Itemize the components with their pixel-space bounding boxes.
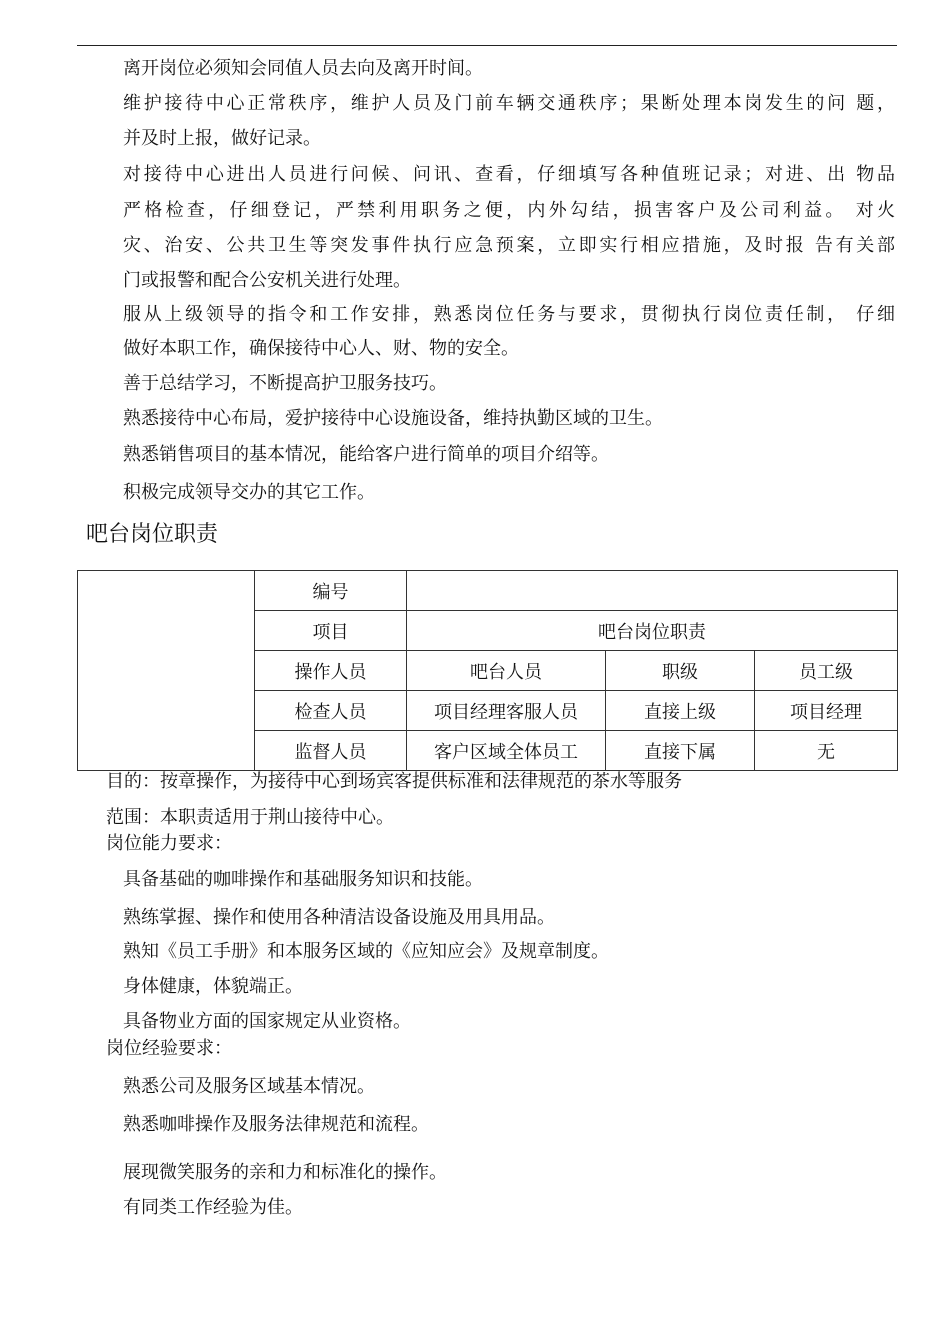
ability-item: 熟知《员工手册》和本服务区域的《应知应会》及规章制度。 <box>123 941 609 962</box>
table-cell: 直接下属 <box>606 731 755 771</box>
scope-text: 范围：本职责适用于荆山接待中心。 <box>106 807 394 828</box>
experience-item: 展现微笑服务的亲和力和标准化的操作。 <box>123 1162 447 1183</box>
duty-paragraph: 服从上级领导的指令和工作安排，熟悉岗位任务与要求，贯彻执行岗位责任制， 仔细 <box>123 304 895 325</box>
table-cell: 客户区域全体员工 <box>407 731 606 771</box>
table-cell: 项目经理 <box>755 691 898 731</box>
duty-paragraph: 并及时上报，做好记录。 <box>123 128 321 149</box>
header-rule <box>77 45 897 46</box>
table-cell: 检查人员 <box>255 691 407 731</box>
purpose-text: 目的：按章操作，为接待中心到场宾客提供标准和法律规范的茶水等服务 <box>106 771 682 792</box>
ability-item: 具备基础的咖啡操作和基础服务知识和技能。 <box>123 869 483 890</box>
item-label: 项目 <box>255 611 407 651</box>
table-cell: 操作人员 <box>255 651 407 691</box>
duty-paragraph: 对接待中心进出人员进行问候、问讯、查看，仔细填写各种值班记录；对进、出 物品 <box>123 164 895 185</box>
table-row <box>78 571 898 611</box>
number-value <box>407 571 898 611</box>
table-cell: 吧台人员 <box>407 651 606 691</box>
item-value: 吧台岗位职责 <box>407 611 898 651</box>
table-cell: 监督人员 <box>255 731 407 771</box>
ability-item: 身体健康，体貌端正。 <box>123 976 303 997</box>
duty-paragraph: 积极完成领导交办的其它工作。 <box>123 482 375 503</box>
duty-paragraph: 熟悉接待中心布局，爱护接待中心设施设备，维持执勤区域的卫生。 <box>123 408 663 429</box>
experience-heading: 岗位经验要求： <box>106 1038 232 1059</box>
job-info-table <box>77 570 898 771</box>
experience-item: 有同类工作经验为佳。 <box>123 1197 303 1218</box>
experience-item: 熟悉公司及服务区域基本情况。 <box>123 1076 375 1097</box>
table-cell: 员工级 <box>755 651 898 691</box>
blank-cell <box>78 571 255 771</box>
experience-item: 熟悉咖啡操作及服务法律规范和流程。 <box>123 1114 429 1135</box>
number-label: 编号 <box>255 571 407 611</box>
duty-paragraph: 维护接待中心正常秩序，维护人员及门前车辆交通秩序；果断处理本岗发生的问 题， <box>123 93 895 114</box>
duty-paragraph: 门或报警和配合公安机关进行处理。 <box>123 270 411 291</box>
duty-paragraph: 灾、治安、公共卫生等突发事件执行应急预案，立即实行相应措施，及时报 告有关部 <box>123 235 895 256</box>
duty-paragraph: 做好本职工作，确保接待中心人、财、物的安全。 <box>123 338 519 359</box>
ability-item: 具备物业方面的国家规定从业资格。 <box>123 1011 411 1032</box>
table-cell: 无 <box>755 731 898 771</box>
duty-paragraph: 善于总结学习，不断提高护卫服务技巧。 <box>123 373 447 394</box>
ability-item: 熟练掌握、操作和使用各种清洁设备设施及用具用品。 <box>123 907 555 928</box>
duty-paragraph: 离开岗位必须知会同值人员去向及离开时间。 <box>123 58 483 79</box>
ability-heading: 岗位能力要求： <box>106 833 232 854</box>
table-cell: 项目经理客服人员 <box>407 691 606 731</box>
table-cell: 职级 <box>606 651 755 691</box>
duty-paragraph: 熟悉销售项目的基本情况，能给客户进行简单的项目介绍等。 <box>123 444 609 465</box>
table-cell: 直接上级 <box>606 691 755 731</box>
section-title: 吧台岗位职责 <box>86 522 219 547</box>
duty-paragraph: 严格检查，仔细登记，严禁利用职务之便，内外勾结，损害客户及公司利益。 对火 <box>123 200 895 221</box>
